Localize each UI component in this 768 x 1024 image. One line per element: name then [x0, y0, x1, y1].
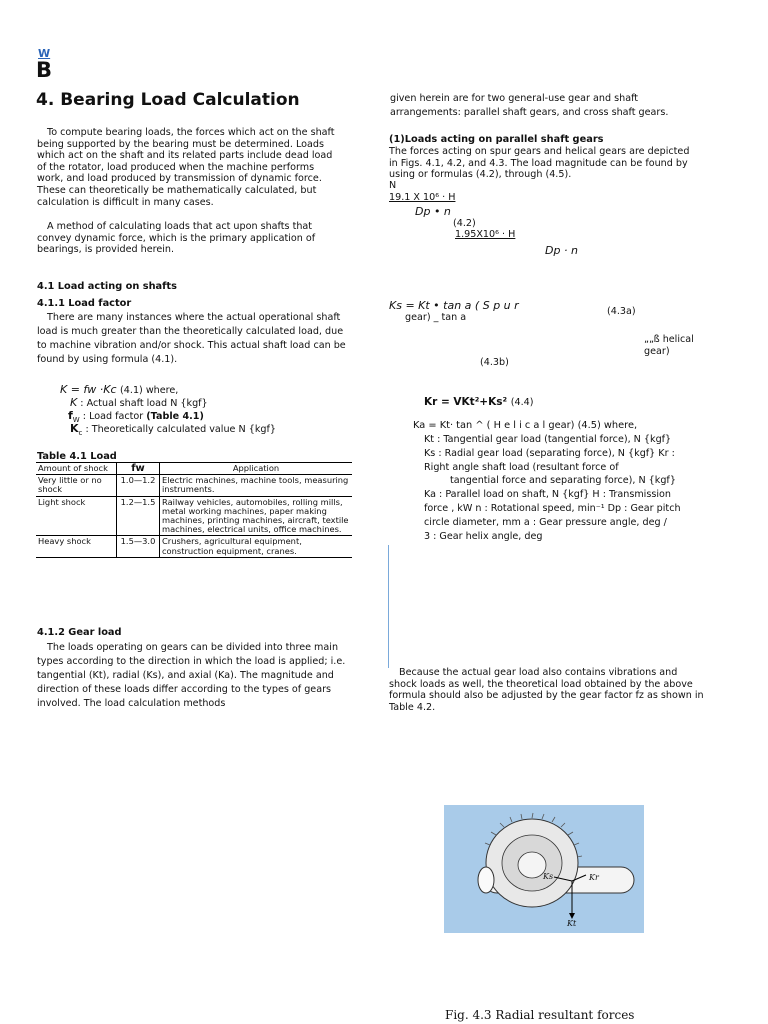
figure-label-kt: Kt [567, 919, 577, 928]
figure-label-ks: Ks [543, 872, 554, 881]
definition-fw: $f_W$ : Load factor (Table 4.1) [68, 409, 204, 424]
definitions-list [424, 433, 681, 543]
table-cell-shock: Heavy shock [36, 536, 117, 557]
formula-4-3a: Ks = Kt • tan a ( S p u r [389, 299, 519, 312]
load-factor-text: There are many instances where the actual operational shaft load is much greater than the theoretically calculated load, due to machine vibration and/or shock. This actual shaft load can be found by using formula (4.1). [37, 312, 346, 365]
page-title: 4. Bearing Load Calculation [36, 90, 300, 110]
table-cell-fw: 1.5—3.0 [117, 536, 160, 557]
definition-kt: Kt : Tangential gear load (tangential force), N {kgf} [424, 434, 672, 445]
formula-4-3b-number: (4.3b) [480, 357, 509, 368]
table-cell-application: Electric machines, machine tools, measuring instruments. [160, 475, 353, 496]
gear-illustration [444, 805, 644, 933]
formula-4-4-number: (4.4) [510, 397, 534, 408]
formula-4-3a-continued: gear) _ tan a [405, 312, 467, 323]
definition-dp: circle diameter, mm a : Gear pressure angle, deg / [424, 516, 667, 528]
definition-kr-continued: tangential force and separating force), N {kgf} [450, 475, 676, 487]
table-row [36, 536, 352, 557]
right-continuation-text: given herein are for two general-use gear and shaft arrangements: parallel shaft gears, and cross shaft gears. [390, 93, 669, 118]
definition-ks: Ks : Radial gear load (separating force), N {kgf} Kr : [424, 447, 675, 459]
definition-fw-text: : Load factor [82, 411, 144, 422]
table-row [36, 475, 352, 496]
formula-4-1-expression: K = fw ·Kc [60, 383, 117, 396]
definition-ka: Ka : Parallel load on shaft, N {kgf} H : Transmission [424, 489, 671, 501]
table-cell-application: Railway vehicles, automobiles, rolling mills, metal working machines, paper making machines, printing machines, aircraft, textile machines, electrical units, office machines. [160, 496, 353, 536]
formula-4-3b-helical: „„ß helical gear) [644, 334, 694, 357]
subsection-heading-4-1-1: 4.1.1 Load factor [37, 298, 132, 309]
table-title: Table 4.1 Load [37, 451, 117, 462]
definition-kr: Right angle shaft load (resultant force of [424, 461, 619, 473]
figure-caption: Fig. 4.3 Radial resultant forces [445, 1008, 635, 1022]
logo-big-b: B [36, 58, 53, 82]
formula-4-4-expression: Kr = VKt²+Ks² [424, 396, 508, 408]
load-factor-table [36, 462, 352, 558]
formula-4-2-kgf-numerator: 1.95X10⁶ · H [455, 229, 516, 240]
table-header-application: Application [160, 463, 353, 475]
definition-kc-text: : Theoretically calculated value N {kgf} [85, 424, 276, 435]
parallel-shaft-heading: (1)Loads acting on parallel shaft gears [389, 134, 604, 145]
gear-factor-text: Because the actual gear load also contains vibrations and shock loads as well, the theoretical load obtained by the above formula should also be adjusted by the gear factor fz as shown in Table 4.2. [389, 667, 704, 713]
definition-n: force , kW n : Rotational speed, min⁻¹ Dp : Gear pitch [424, 502, 681, 514]
formula-4-2-numerator: 19.1 X 10⁶ · H [389, 192, 456, 203]
formula-4-2-number: (4.2) [453, 218, 476, 229]
figure-label-kr: Kr [589, 873, 599, 882]
parallel-shaft-text: The forces acting on spur gears and helical gears are depicted in Figs. 4.1, 4.2, and 4.3. The load magnitude can be found by using or formulas (4.2), through (4.5). [389, 146, 690, 181]
formula-4-1-number: (4.1) where, [120, 385, 179, 396]
formula-4-4 [424, 396, 534, 408]
table-header-shock: Amount of shock [36, 463, 117, 475]
formula-4-5: Ka = Kt· tan ^ ( H e l i c a l gear) (4.5) where, [413, 420, 638, 431]
table-cell-fw: 1.2—1.5 [117, 496, 160, 536]
table-cell-application: Crushers, agricultural equipment, construction equipment, cranes. [160, 536, 353, 557]
table-cell-fw: 1.0—1.2 [117, 475, 160, 496]
formula-4-2-denominator: Dp • n [415, 205, 451, 218]
section-heading-4-1: 4.1 Load acting on shafts [37, 281, 177, 292]
definition-k: K : Actual shaft load N {kgf} [70, 396, 208, 409]
gear-figure [444, 805, 644, 933]
unit-n: N [389, 180, 397, 191]
formula-4-1 [60, 383, 178, 396]
intro-paragraph-2: A method of calculating loads that act upon shafts that convey dynamic force, which is the primary application of bearings, is provided herein. [37, 221, 316, 256]
formula-4-2-kgf-denominator: Dp · n [545, 244, 578, 257]
formula-4-3a-number: (4.3a) [607, 306, 636, 317]
gear-load-text: The loads operating on gears can be divided into three main types according to the direction in which the load is applied; i.e. tangential (Kt), radial (Ks), and axial (Ka). The magnitude and direction of these loads differ according to the types of gears involved. The load calculation methods [37, 642, 346, 709]
definition-k-text: : Actual shaft load N {kgf} [80, 398, 208, 409]
definition-kc: $K_c$ : Theoretically calculated value N {kgf} [70, 422, 276, 437]
table-header-fw: fw [117, 463, 160, 475]
table-header-row [36, 463, 352, 475]
column-divider [388, 545, 389, 668]
table-cell-shock: Very little or no shock [36, 475, 117, 496]
table-cell-shock: Light shock [36, 496, 117, 536]
definition-fw-ref: (Table 4.1) [146, 411, 204, 422]
definition-beta: 3 : Gear helix angle, deg [424, 530, 543, 542]
intro-paragraph-1: To compute bearing loads, the forces which act on the shaft being supported by the bearing must be determined. Loads which act on the shaft and its related parts include dead load of the rotator, load produced when the machine performs work, and load produced by transmission of dynamic force. These can theoretically be mathematically calculated, but calculation is difficult in many cases. [37, 127, 335, 208]
subsection-heading-4-1-2: 4.1.2 Gear load [37, 627, 122, 638]
logo-small-w: W [38, 47, 51, 60]
table-row [36, 496, 352, 536]
